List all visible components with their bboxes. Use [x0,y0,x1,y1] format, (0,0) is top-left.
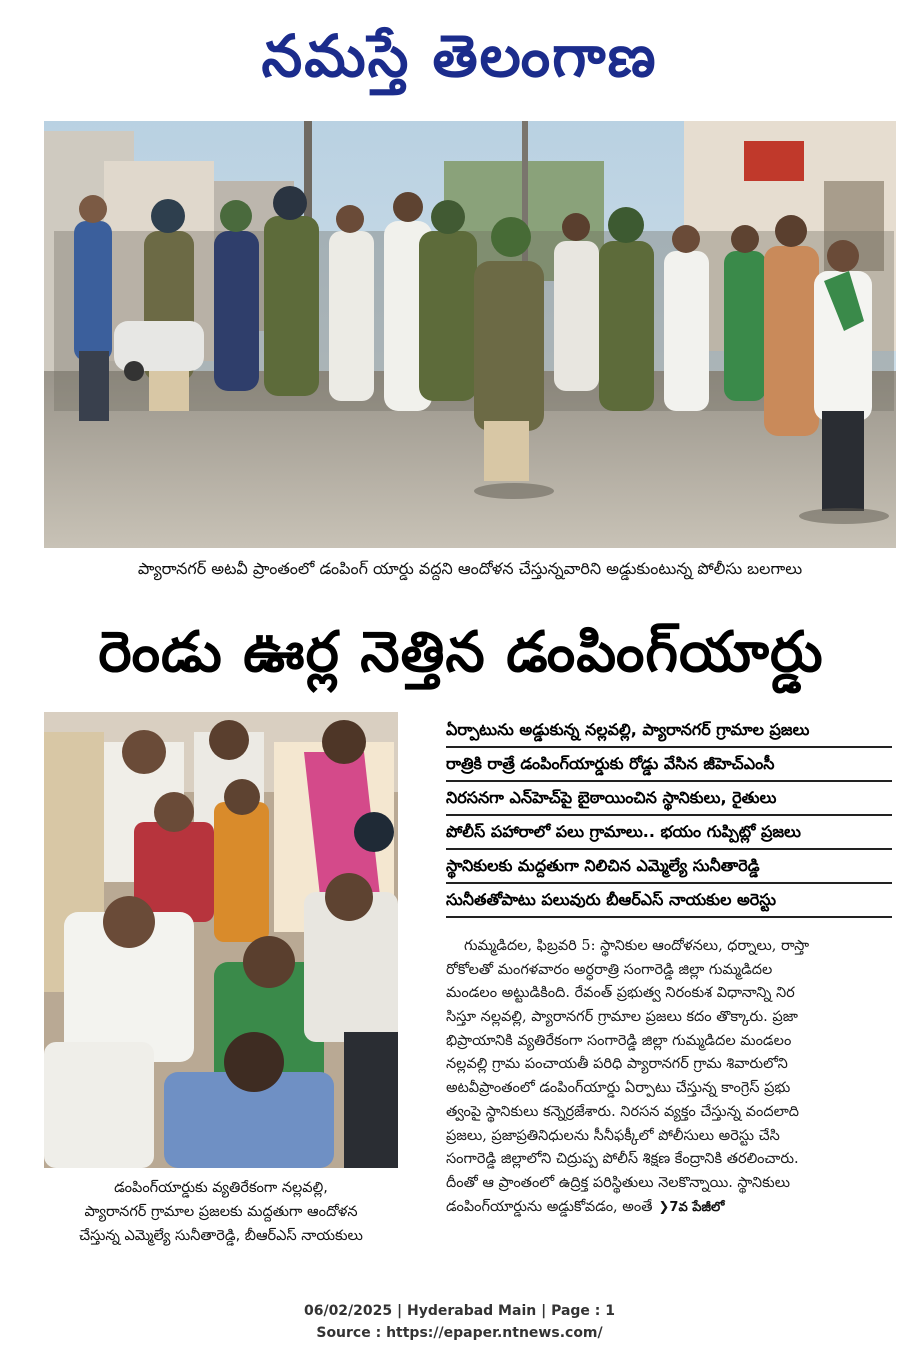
subheadline: పోలీస్ పహారాలో పలు గ్రామాలు.. భయం గుప్పిట్లో ప్రజలు [446,816,892,850]
newspaper-masthead [0,6,919,106]
article-line: గుమ్మడిదల, ఫిబ్రవరి 5: స్థానికుల ఆందోళనలు, ధర్నాలు, రాస్తా [464,938,810,954]
continued-on-page-link[interactable]: ❯7వ పేజీలో [658,1199,725,1215]
continued-label: 7వ పేజీలో [669,1199,725,1215]
main-headline: రెండు ఊర్ల నెత్తిన డంపింగ్‌యార్డు [98,620,824,685]
subheadline: ఏర్పాటును అడ్డుకున్న నల్లవల్లి, ప్యారానగర్ గ్రామాల ప్రజలు [446,714,892,748]
article-line: దీంతో ఆ ప్రాంతంలో ఉద్రిక్త పరిస్థితులు నెలకొన్నాయి. స్థానికులు [446,1174,790,1191]
masthead-title: నమస్తే తెలంగాణ [261,22,658,90]
page-footer [0,1300,919,1344]
article-line: నల్లవల్లి గ్రామ పంచాయతీ పరిధి ప్యారానగర్ గ్రామ శివారులోని [446,1056,788,1073]
article-line: సంగారెడ్డి జిల్లాలోని చిద్రుప్ప పోలీస్ శిక్షణ కేంద్రానికి తరలించారు. [446,1151,799,1168]
article-line: మండలం అట్టుడికింది. రేవంత్ ప్రభుత్వ నిరంకుశ విధానాన్ని నిర [446,985,795,1002]
caption-line: ప్యారానగర్ గ్రామాల ప్రజలకు మద్దతుగా ఆందోళన [84,1204,358,1220]
subheadline: రాత్రికి రాత్రే డంపింగ్‌యార్డుకు రోడ్డు వేసిన జీహెచ్‌ఎంసీ [446,748,892,782]
subheadline: స్థానికులకు మద్దతుగా నిలిచిన ఎమ్మెల్యే సునీతారెడ్డి [446,850,892,884]
edition-info: 06/02/2025 | Hyderabad Main | Page : 1 [303,1303,616,1319]
source-link[interactable]: Source : https://epaper.ntnews.com/ [316,1325,603,1341]
subheadline: సునీతతోపాటు పలువురు బీఆర్‌ఎస్ నాయకుల అరెస్టు [446,884,892,918]
side-photo-caption [44,1176,398,1248]
top-photo-caption: ప్యారానగర్ అటవీ ప్రాంతంలో డంపింగ్ యార్డు వద్దని ఆందోళన చేస్తున్నవారిని అడ్డుకుంటున్న పోలీసు బలగాలు [137,559,803,578]
article-line: డంపింగ్‌యార్డును అడ్డుకోవడం, అంతే [446,1198,653,1215]
article-line: త్వంపై స్థానికులు కన్నెర్రజేశారు. నిరసన వ్యక్తం చేస్తున్న వందలాది [446,1103,799,1120]
police-crowd-photo-image [44,121,896,548]
subheadline: నిరసనగా ఎన్‌హెచ్‌పై బైఠాయించిన స్థానికులు, రైతులు [446,782,892,816]
article-body [446,935,892,1219]
article-last-line [446,1196,892,1220]
sit-in-protest-photo-image [44,712,398,1168]
article-line: అటవీప్రాంతంలో డంపింగ్‌యార్డు ఏర్పాటు చేస్తున్న కాంగ్రెస్ ప్రభు [446,1080,791,1097]
article-line: సిస్తూ నల్లవల్లి, ప్యారానగర్ గ్రామాల ప్రజలు కదం తొక్కారు. ప్రజా [446,1009,798,1026]
subheadline-list [446,714,892,918]
protest-police-photo [44,121,896,548]
article-line: భిప్రాయానికి వ్యతిరేకంగా సంగారెడ్డి జిల్లా గుమ్మడిదల మండలం [446,1032,792,1049]
caption-line: చేస్తున్న ఎమ్మెల్యే సునీతారెడ్డి, బీఆర్‌ఎస్ నాయకులు [79,1228,363,1244]
article-line: రోకోలతో మంగళవారం అర్ధరాత్రి సంగారెడ్డి జిల్లా గుమ్మడిదల [446,961,773,978]
sit-in-protest-photo [44,712,398,1168]
article-line: ప్రజలు, ప్రజాప్రతినిధులను సీనీఫక్కీలో పోలీసులు అరెస్టు చేసి [446,1127,780,1144]
caption-line: డంపింగ్‌యార్డుకు వ్యతిరేకంగా నల్లవల్లి, [114,1180,328,1196]
